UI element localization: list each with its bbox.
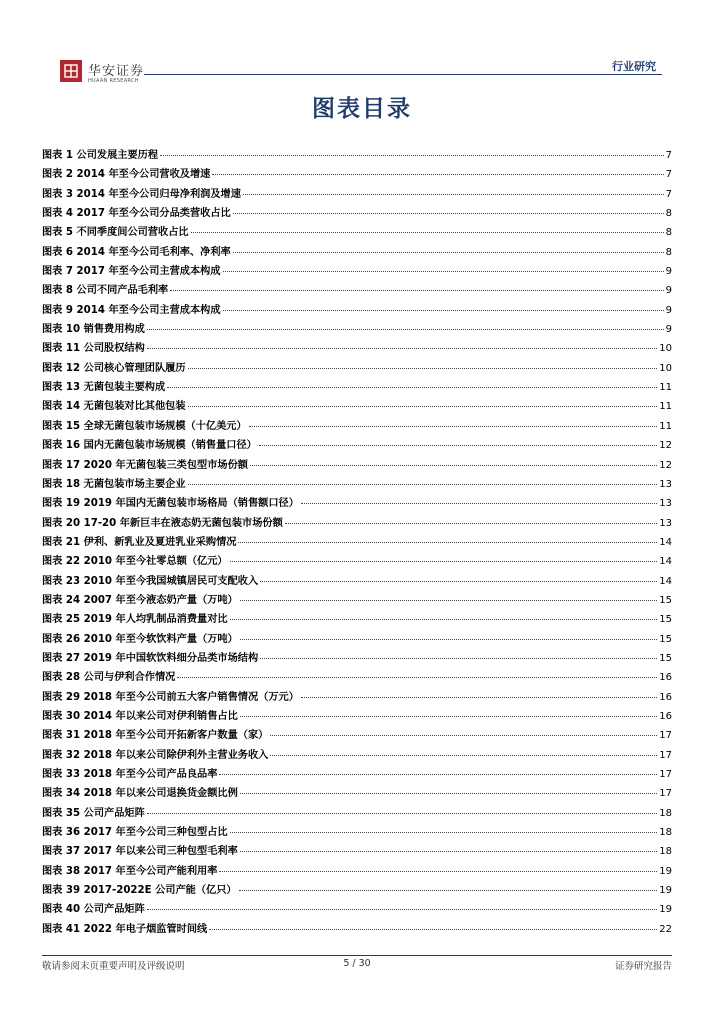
toc-entry[interactable] [42,146,672,165]
toc-entry-page[interactable]: 19 [659,885,672,897]
toc-entry-page[interactable]: 19 [659,904,672,916]
toc-leader-dots [223,271,664,272]
footer-report-type: 证券研究报告 [614,961,672,972]
toc-entry-label[interactable]: 图表 7 2017 年至今公司主营成本构成 [42,266,221,278]
toc-entry-page[interactable]: 15 [659,652,672,664]
toc-entry-page[interactable]: 11 [659,401,672,413]
footer-disclaimer: 敬请参阅末页重要声明及评级说明 [42,961,185,972]
toc-entry[interactable] [42,862,672,881]
toc-leader-dots [301,697,657,698]
toc-leader-dots [238,542,657,543]
toc-entry-page[interactable]: 15 [659,633,672,645]
toc-entry[interactable] [42,649,672,668]
toc-entry-page[interactable]: 18 [659,827,672,839]
toc-entry-page[interactable]: 16 [659,691,672,703]
toc-leader-dots [240,600,657,601]
toc-leader-dots [240,716,657,717]
toc-leader-dots [147,329,664,330]
toc-entry[interactable] [42,514,672,533]
toc-leader-dots [160,155,664,156]
toc-leader-dots [270,755,657,756]
toc-leader-dots [240,851,657,852]
toc-entry-label[interactable]: 图表 18 无菌包装市场主要企业 [42,478,186,490]
toc-leader-dots [249,426,658,427]
toc-entry[interactable] [42,591,672,610]
toc-entry[interactable] [42,784,672,803]
toc-entry[interactable] [42,746,672,765]
toc-entry[interactable] [42,842,672,861]
toc-entry-label[interactable]: 图表 16 国内无菌包装市场规模（销售量口径） [42,440,257,452]
toc-entry[interactable] [42,765,672,784]
toc-leader-dots [223,310,664,311]
toc-entry-page[interactable]: 14 [659,575,672,587]
toc-entry-label[interactable]: 图表 8 公司不同产品毛利率 [42,285,169,297]
toc-entry-label[interactable]: 图表 14 无菌包装对比其他包装 [42,401,186,413]
page-title: 图表目录 [312,96,412,122]
toc-entry-label[interactable]: 图表 32 2018 年以来公司除伊利外主营业务收入 [42,749,269,761]
toc-entry-page[interactable]: 7 [665,169,672,181]
toc-entry-label[interactable]: 图表 11 公司股权结构 [42,343,145,355]
toc-leader-dots [240,793,657,794]
toc-entry-label[interactable]: 图表 24 2007 年至今液态奶产量（万吨） [42,594,238,606]
toc-leader-dots [233,213,664,214]
toc-entry-label[interactable]: 图表 41 2022 年电子烟监管时间线 [42,923,208,935]
toc-entry[interactable] [42,301,672,320]
toc-entry[interactable] [42,456,672,475]
toc-entry[interactable] [42,630,672,649]
toc-leader-dots [285,523,657,524]
toc-entry-label[interactable]: 图表 9 2014 年至今公司主营成本构成 [42,304,221,316]
company-logo-icon [60,60,82,82]
toc-entry-page[interactable]: 8 [665,227,672,239]
toc-entry-label[interactable]: 图表 12 公司核心管理团队履历 [42,362,186,374]
toc-entry[interactable] [42,881,672,900]
toc-entry[interactable] [42,262,672,281]
toc-entry-label[interactable]: 图表 1 公司发展主要历程 [42,150,159,161]
toc-entry[interactable] [42,610,672,629]
toc-entry-label[interactable]: 图表 33 2018 年至今公司产品良品率 [42,769,218,780]
toc-entry[interactable] [42,359,672,378]
page-header [42,60,662,84]
toc-leader-dots [230,832,658,833]
toc-entry-page[interactable]: 17 [659,769,672,780]
toc-entry[interactable] [42,900,672,919]
toc-entry-label[interactable]: 图表 15 全球无菌包装市场规模（十亿美元） [42,420,247,432]
toc-leader-dots [188,484,658,485]
toc-entry[interactable] [42,339,672,358]
toc-entry[interactable] [42,397,672,416]
toc-entry-label[interactable]: 图表 36 2017 年至今公司三种包型占比 [42,827,228,839]
toc-leader-dots [250,465,657,466]
header-divider [144,74,662,75]
toc-entry-label[interactable]: 图表 10 销售费用构成 [42,324,145,336]
toc-entry-label[interactable]: 图表 3 2014 年至今公司归母净利润及增速 [42,188,241,200]
toc-entry-label[interactable]: 图表 2 2014 年至今公司营收及增速 [42,169,211,181]
toc-leader-dots [230,619,658,620]
toc-entry[interactable] [42,533,672,552]
table-of-figures [42,146,672,939]
toc-entry[interactable] [42,165,672,184]
toc-entry-page[interactable]: 15 [659,594,672,606]
toc-entry-page[interactable]: 7 [665,150,672,161]
toc-entry[interactable] [42,243,672,262]
toc-leader-dots [177,677,657,678]
toc-entry[interactable] [42,668,672,687]
toc-entry[interactable] [42,494,672,513]
toc-entry-page[interactable]: 15 [659,614,672,626]
toc-entry-page[interactable]: 10 [659,343,672,355]
toc-entry-label[interactable]: 图表 31 2018 年至今公司开拓新客户数量（家） [42,730,269,742]
toc-entry-page[interactable]: 14 [659,556,672,568]
toc-leader-dots [167,387,657,388]
toc-entry-page[interactable]: 9 [665,285,672,297]
logo-subtext: HUAAN RESEARCH [88,78,139,84]
toc-entry-label[interactable]: 图表 17 2020 年无菌包装三类包型市场份额 [42,459,248,471]
toc-leader-dots [147,909,657,910]
toc-entry[interactable] [42,223,672,242]
toc-entry[interactable] [42,281,672,300]
logo-text: 华安证券 [88,64,145,79]
toc-leader-dots [233,252,664,253]
toc-entry[interactable] [42,378,672,397]
toc-entry-page[interactable]: 11 [659,382,672,394]
toc-entry[interactable] [42,707,672,726]
toc-entry-label[interactable]: 图表 35 公司产品矩阵 [42,807,145,819]
toc-leader-dots [239,890,658,891]
toc-entry-label[interactable]: 图表 5 不同季度间公司营收占比 [42,227,189,239]
toc-entry-page[interactable]: 18 [659,846,672,858]
toc-entry-page[interactable]: 16 [659,672,672,684]
toc-entry-page[interactable]: 17 [659,749,672,761]
toc-entry-page[interactable]: 17 [659,788,672,800]
toc-entry-label[interactable]: 图表 29 2018 年至今公司前五大客户销售情况（万元） [42,691,299,703]
toc-leader-dots [259,445,657,446]
toc-leader-dots [212,174,663,175]
toc-entry-label[interactable]: 图表 13 无菌包装主要构成 [42,382,166,394]
toc-entry-page[interactable]: 7 [665,188,672,200]
toc-entry[interactable] [42,436,672,455]
toc-entry-page[interactable]: 18 [659,807,672,819]
toc-leader-dots [240,639,657,640]
toc-leader-dots [147,813,657,814]
toc-entry[interactable] [42,185,672,204]
toc-entry-page[interactable]: 19 [659,865,672,877]
toc-entry-page[interactable]: 9 [665,266,672,278]
toc-entry-label[interactable]: 图表 20 17-20 年新巨丰在液态奶无菌包装市场份额 [42,517,283,529]
toc-entry-label[interactable]: 图表 34 2018 年以来公司退换货金额比例 [42,788,238,800]
toc-leader-dots [301,503,657,504]
section-tag: 行业研究 [606,58,656,74]
toc-leader-dots [188,368,658,369]
toc-entry-label[interactable]: 图表 28 公司与伊利合作情况 [42,672,176,684]
toc-entry-page[interactable]: 9 [665,324,672,336]
toc-entry-page[interactable]: 14 [659,536,672,548]
toc-entry[interactable] [42,823,672,842]
footer-divider [42,955,672,956]
toc-leader-dots [188,406,658,407]
toc-entry-page[interactable]: 8 [665,246,672,258]
toc-entry-page[interactable]: 10 [659,362,672,374]
toc-entry[interactable] [42,804,672,823]
toc-leader-dots [147,348,657,349]
toc-entry-label[interactable]: 图表 30 2014 年以来公司对伊利销售占比 [42,710,238,722]
toc-entry-label[interactable]: 图表 4 2017 年至今公司分品类营收占比 [42,208,231,220]
toc-entry-label[interactable]: 图表 22 2010 年至今社零总额（亿元） [42,556,228,568]
toc-leader-dots [219,774,657,775]
toc-entry-page[interactable]: 9 [665,304,672,316]
toc-entry[interactable] [42,688,672,707]
toc-entry-label[interactable]: 图表 19 2019 年国内无菌包装市场格局（销售额口径） [42,498,299,510]
toc-leader-dots [209,929,657,930]
toc-entry-page[interactable]: 17 [659,730,672,742]
toc-leader-dots [260,658,657,659]
toc-entry-label[interactable]: 图表 25 2019 年人均乳制品消费量对比 [42,614,228,626]
toc-entry-label[interactable]: 图表 21 伊利、新乳业及夏进乳业采购情况 [42,536,237,548]
toc-entry[interactable] [42,552,672,571]
toc-entry-label[interactable]: 图表 37 2017 年以来公司三种包型毛利率 [42,846,238,858]
toc-entry-page[interactable]: 22 [659,923,672,935]
toc-entry-label[interactable]: 图表 40 公司产品矩阵 [42,904,145,916]
toc-entry-label[interactable]: 图表 26 2010 年至今软饮料产量（万吨） [42,633,238,645]
toc-leader-dots [243,194,664,195]
toc-entry-label[interactable]: 图表 23 2010 年至今我国城镇居民可支配收入 [42,575,259,587]
toc-leader-dots [260,581,657,582]
toc-entry-page[interactable]: 13 [659,498,672,510]
toc-entry-page[interactable]: 16 [659,710,672,722]
toc-entry[interactable] [42,475,672,494]
toc-entry[interactable] [42,572,672,591]
toc-entry-page[interactable]: 8 [665,208,672,220]
toc-leader-dots [191,232,664,233]
toc-entry-label[interactable]: 图表 27 2019 年中国软饮料细分品类市场结构 [42,652,259,664]
toc-entry-page[interactable]: 13 [659,478,672,490]
toc-leader-dots [170,290,663,291]
toc-entry-label[interactable]: 图表 38 2017 年至今公司产能利用率 [42,865,218,877]
toc-entry-label[interactable]: 图表 6 2014 年至今公司毛利率、净利率 [42,246,231,258]
toc-entry[interactable] [42,320,672,339]
toc-leader-dots [230,561,658,562]
toc-entry[interactable] [42,417,672,436]
toc-entry-label[interactable]: 图表 39 2017-2022E 公司产能（亿只） [42,885,237,897]
toc-entry[interactable] [42,726,672,745]
toc-entry-page[interactable]: 12 [659,440,672,452]
toc-leader-dots [270,735,657,736]
toc-entry-page[interactable]: 11 [659,420,672,432]
toc-entry[interactable] [42,204,672,223]
page-number: 5 / 30 [343,958,371,969]
toc-entry-page[interactable]: 13 [659,517,672,529]
toc-entry-page[interactable]: 12 [659,459,672,471]
toc-entry[interactable] [42,920,672,939]
toc-leader-dots [219,871,657,872]
